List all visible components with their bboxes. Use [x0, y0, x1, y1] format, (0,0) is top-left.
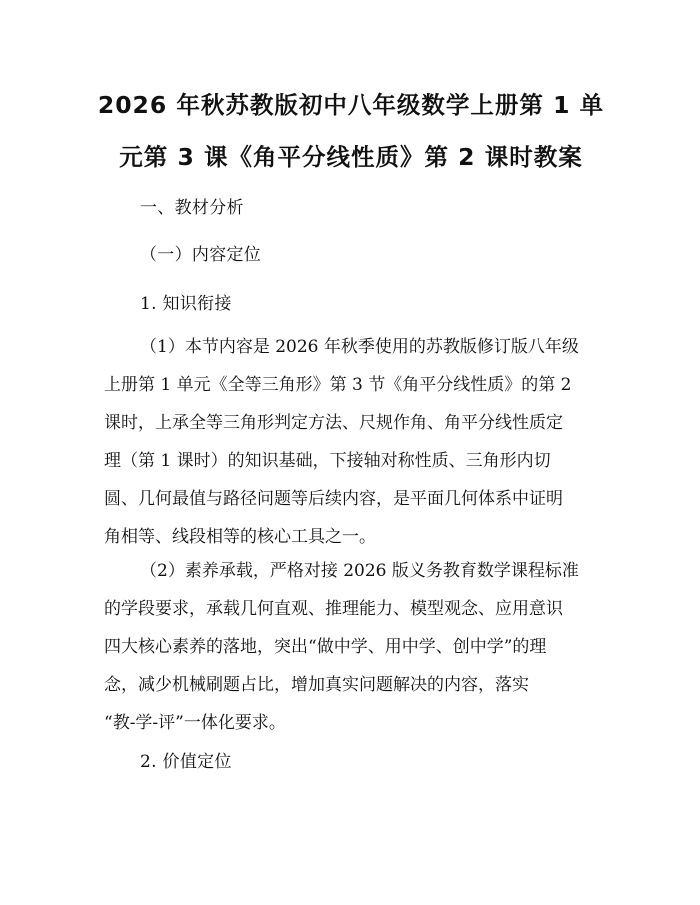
paragraph-line: （1）本节内容是 2026 年秋季使用的苏教版修订版八年级 [140, 337, 579, 357]
paragraph-line: 课时，上承全等三角形判定方法、尺规作角、角平分线性质定 [104, 413, 563, 433]
paragraph-line: 念，减少机械刷题占比，增加真实问题解决的内容，落实 [104, 675, 529, 695]
paragraph-line: 圆、几何最值与路径问题等后续内容，是平面几何体系中证明 [104, 489, 563, 509]
paragraph-line: 上册第 1 单元《全等三角形》第 3 节《角平分线性质》的第 2 [104, 375, 572, 395]
section-heading-textbook-analysis: 一、教材分析 [140, 198, 244, 218]
paragraph-knowledge-connection [104, 328, 604, 556]
item-heading-knowledge-connection: 1. 知识衔接 [140, 294, 232, 314]
paragraph-line: 四大核心素养的落地，突出“做中学、用中学、创中学”的理 [104, 637, 547, 657]
paragraph-literacy-support [104, 552, 604, 742]
document-title-line-2: 元第 3 课《角平分线性质》第 2 课时教案 [119, 143, 583, 171]
paragraph-line: （2）素养承载，严格对接 2026 版义务教育数学课程标准 [140, 561, 579, 581]
paragraph-line: “教-学-评”一体化要求。 [104, 713, 286, 733]
paragraph-line: 的学段要求，承载几何直观、推理能力、模型观念、应用意识 [104, 599, 563, 619]
paragraph-line: 角相等、线段相等的核心工具之一。 [104, 527, 376, 547]
subsection-heading-content-positioning: （一）内容定位 [140, 245, 262, 265]
document-title-line-1: 2026 年秋苏教版初中八年级数学上册第 1 单 [97, 91, 605, 119]
paragraph-line: 理（第 1 课时）的知识基础，下接轴对称性质、三角形内切 [104, 451, 551, 471]
item-heading-value-positioning: 2. 价值定位 [140, 752, 232, 772]
